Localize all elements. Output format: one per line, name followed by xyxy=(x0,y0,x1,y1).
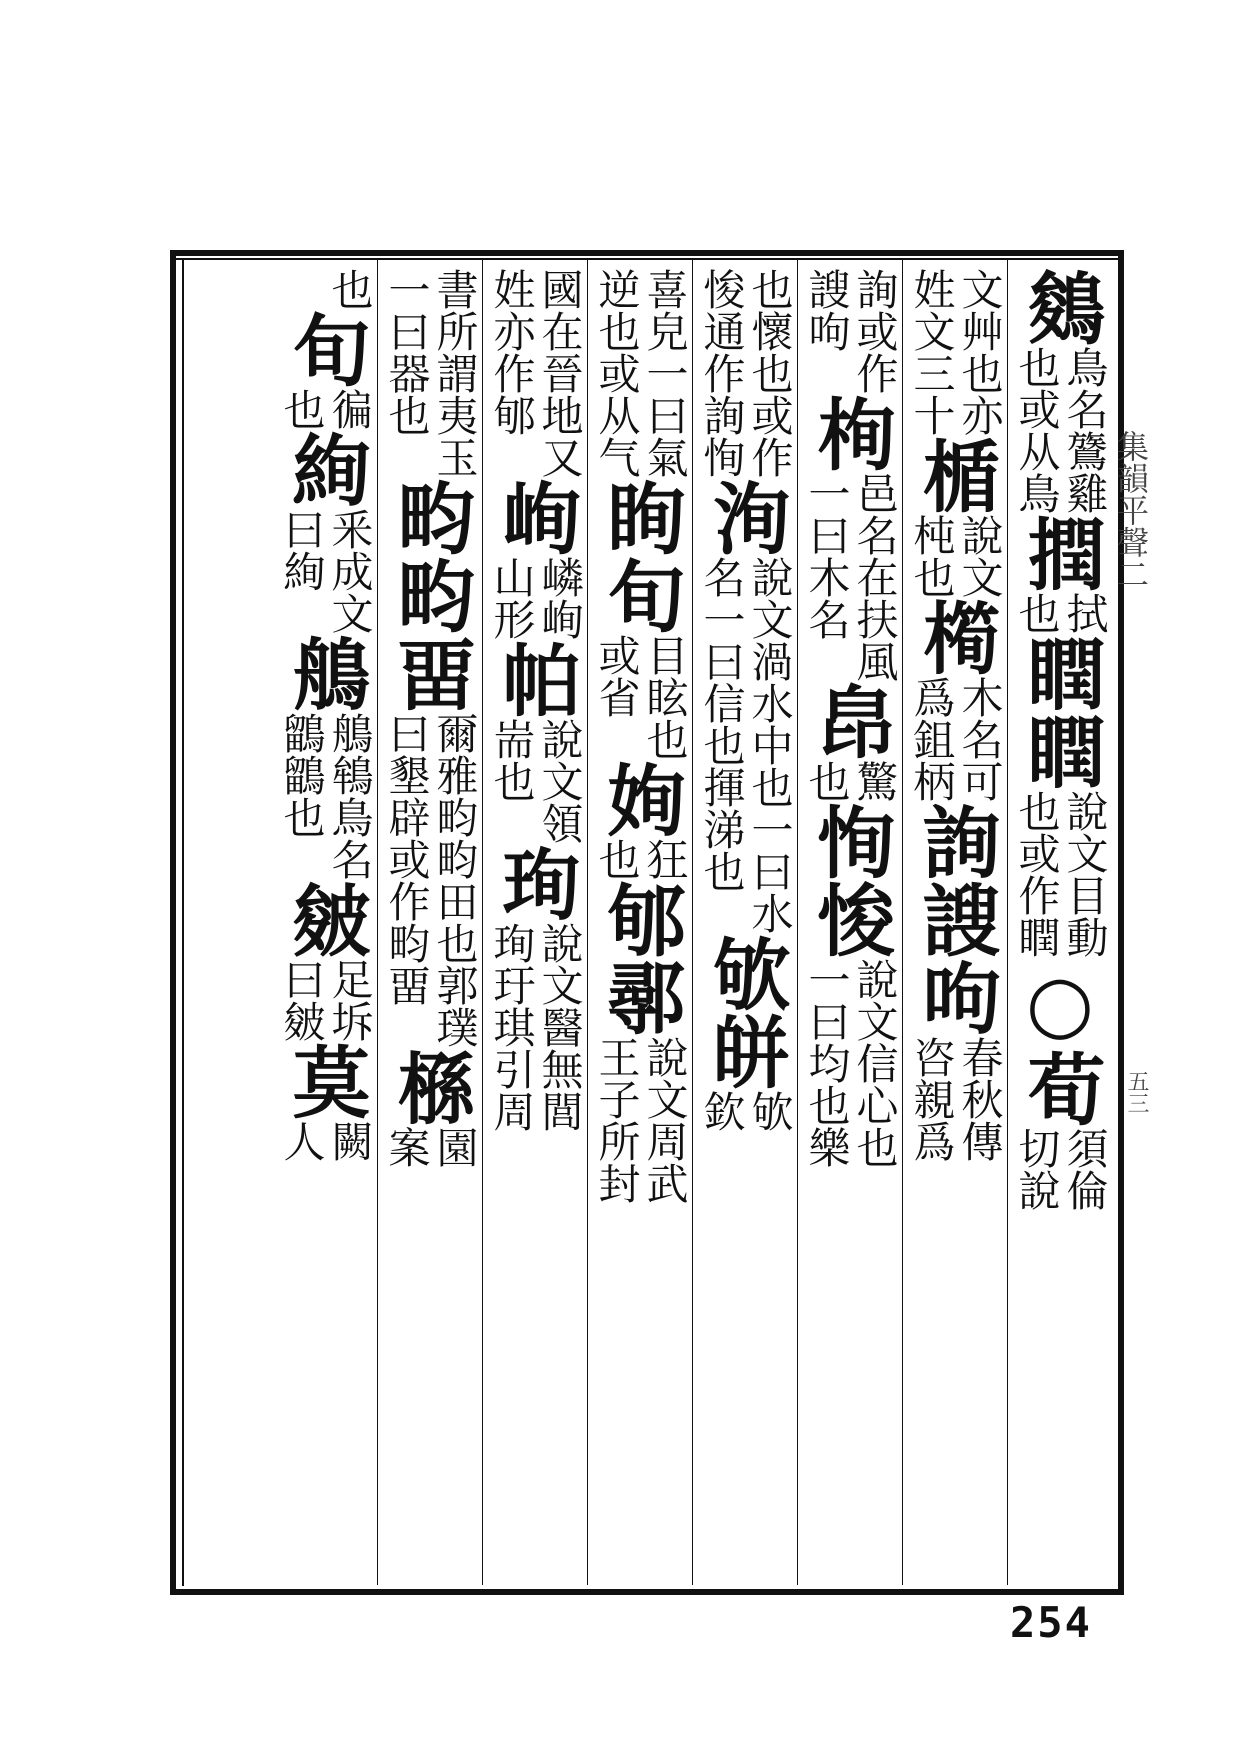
annotation-pair xyxy=(487,268,583,478)
annotation-pair xyxy=(1012,1127,1108,1211)
headword: 峋 xyxy=(489,478,581,556)
annotation-right: 狂 xyxy=(640,838,690,880)
annotation-pair xyxy=(802,472,898,682)
headword: 畇畇畱 xyxy=(384,478,476,712)
headword: 郇鄩 xyxy=(594,880,686,1036)
annotation-left: 珣玗琪引周 xyxy=(487,922,537,1132)
annotation-pair xyxy=(1012,346,1108,514)
annotation-right: 釆成文 xyxy=(325,508,375,634)
text-column xyxy=(587,268,692,1580)
column-rule xyxy=(1007,260,1008,1585)
annotation-left: 謏呴 xyxy=(802,268,852,352)
annotation-left: 也 xyxy=(802,760,852,802)
annotation-left: 咨親爲 xyxy=(907,1036,957,1162)
annotation-right: 驚 xyxy=(850,760,900,802)
annotation-pair xyxy=(907,268,1003,436)
headword: 眴旬 xyxy=(594,478,686,634)
annotation-pair xyxy=(697,268,793,478)
frame-inner-left-rule xyxy=(182,258,184,1586)
annotation-right: 也懷也或作 xyxy=(745,268,795,478)
headword: 帕 xyxy=(489,640,581,718)
column-rule xyxy=(797,260,798,1585)
annotation-left: 杶也 xyxy=(907,514,957,598)
headword: 槂 xyxy=(384,1048,476,1126)
annotation-left: 一曰木名 xyxy=(802,472,852,640)
column-rule xyxy=(482,260,483,1585)
annotation-right: 目眩也 xyxy=(640,634,690,760)
annotation-right: 木名可 xyxy=(955,676,1005,802)
annotation-left: 曰絢 xyxy=(277,508,327,592)
annotation-pair xyxy=(277,268,373,310)
annotation-left: 曰皴 xyxy=(277,958,327,1042)
annotation-right: 說文醫無閭 xyxy=(535,922,585,1132)
annotation-right: 足坼 xyxy=(325,958,375,1042)
annotation-right: 園 xyxy=(430,1126,480,1168)
annotation-right: 嶙峋 xyxy=(535,556,585,640)
annotation-pair xyxy=(1012,592,1108,634)
annotation-right: 文艸也亦 xyxy=(955,268,1005,436)
headword: 珣 xyxy=(489,844,581,922)
annotation-pair xyxy=(277,1120,373,1162)
column-rule xyxy=(587,260,588,1585)
annotation-left: 也或从鳥 xyxy=(1012,346,1062,514)
annotation-left: 切說 xyxy=(1012,1127,1062,1211)
headword: 栒 xyxy=(804,394,896,472)
annotation-left: 也 xyxy=(1012,592,1062,634)
annotation-pair xyxy=(802,268,898,394)
annotation-right: 春秋傳 xyxy=(955,1036,1005,1162)
annotation-pair xyxy=(487,718,583,844)
annotation-right: 闕 xyxy=(325,1120,375,1162)
text-column xyxy=(482,268,587,1580)
annotation-left: 悛通作詢恂 xyxy=(697,268,747,478)
annotation-left xyxy=(277,268,325,310)
annotation-pair xyxy=(277,958,373,1042)
annotation-pair xyxy=(487,556,583,640)
text-column xyxy=(902,268,1007,1580)
annotation-right: 書所謂夷玉 xyxy=(430,268,480,478)
annotation-right: 說文 xyxy=(955,514,1005,598)
headword: 詢謏呴 xyxy=(909,802,1001,1036)
headword: 皴 xyxy=(279,880,371,958)
headword: 欨皏 xyxy=(699,934,791,1090)
annotation-left: 或省 xyxy=(592,634,642,718)
annotation-right: 須倫 xyxy=(1060,1127,1110,1211)
annotation-pair xyxy=(907,514,1003,598)
annotation-pair xyxy=(907,676,1003,802)
annotation-right: 說文目動 xyxy=(1060,790,1110,958)
annotation-right: 也 xyxy=(325,268,375,310)
annotation-left: 王子所封 xyxy=(592,1036,642,1204)
annotation-left: 也 xyxy=(277,388,327,430)
annotation-pair xyxy=(592,634,688,760)
column-rule xyxy=(902,260,903,1585)
annotation-right: 喜皃一曰氣 xyxy=(640,268,690,478)
annotation-right: 說文周武 xyxy=(640,1036,690,1204)
annotation-left: 耑也 xyxy=(487,718,537,802)
column-rule xyxy=(377,260,378,1585)
headword: 鵕 xyxy=(1014,268,1106,346)
text-column xyxy=(797,268,902,1580)
annotation-pair xyxy=(1012,790,1108,958)
annotation-pair xyxy=(277,508,373,634)
annotation-left: 姓文三十 xyxy=(907,268,957,436)
headword: 撋 xyxy=(1014,514,1106,592)
text-column xyxy=(272,268,377,1580)
annotation-pair xyxy=(487,922,583,1132)
annotation-pair xyxy=(277,712,373,880)
annotation-right: 鳥名鷟雞 xyxy=(1060,346,1110,514)
annotation-pair xyxy=(802,760,898,802)
annotation-right: 說文渦水中也一曰水 xyxy=(745,556,795,934)
annotation-left: 曰墾辟或作畇畱 xyxy=(382,712,432,1006)
annotation-pair xyxy=(592,838,688,880)
annotation-left: 一曰均也樂 xyxy=(802,958,852,1168)
annotation-left: 山形 xyxy=(487,556,537,640)
headword: 楯 xyxy=(909,436,1001,514)
annotation-left: 逆也或从气 xyxy=(592,268,642,478)
annotation-left: 欽 xyxy=(697,1090,747,1132)
annotation-right: 國在晉地又 xyxy=(535,268,585,478)
headword: 姰 xyxy=(594,760,686,838)
headword: 洵 xyxy=(699,478,791,556)
annotation-pair xyxy=(907,1036,1003,1162)
annotation-left: 一曰器也 xyxy=(382,268,432,436)
annotation-pair xyxy=(802,958,898,1168)
frame-top-rule xyxy=(170,258,1123,260)
annotation-right: 拭 xyxy=(1060,592,1110,634)
annotation-pair xyxy=(382,712,478,1048)
headword: ○荀 xyxy=(1014,958,1106,1127)
annotation-left: 鶹鶹也 xyxy=(277,712,327,838)
text-column xyxy=(1007,268,1112,1580)
text-column xyxy=(377,268,482,1580)
annotation-pair xyxy=(592,1036,688,1204)
annotation-pair xyxy=(592,268,688,478)
annotation-right: 欨 xyxy=(745,1090,795,1132)
margin-title: 集韻平聲二 xyxy=(1112,430,1150,590)
annotation-right: 爾雅畇畇田也郭璞 xyxy=(430,712,480,1048)
annotation-right: 說文領 xyxy=(535,718,585,844)
annotation-left: 人 xyxy=(277,1120,327,1162)
annotation-left: 案 xyxy=(382,1126,432,1168)
annotation-left: 名一曰信也揮涕也 xyxy=(697,556,747,892)
margin-folio: 五三 xyxy=(1124,1070,1149,1114)
annotation-pair xyxy=(697,1090,793,1132)
headword: 莫 xyxy=(279,1042,371,1120)
annotation-right: 鵃鴾鳥名 xyxy=(325,712,375,880)
headword: 橁 xyxy=(909,598,1001,676)
headword: 瞤瞤 xyxy=(1014,634,1106,790)
annotation-left: 也 xyxy=(592,838,642,880)
annotation-right: 詢或作 xyxy=(850,268,900,394)
column-rule xyxy=(692,260,693,1585)
page-number: 254 xyxy=(1010,1598,1092,1647)
annotation-pair xyxy=(382,268,478,478)
text-column xyxy=(692,268,797,1580)
annotation-pair xyxy=(697,556,793,934)
annotation-left: 爲鉏柄 xyxy=(907,676,957,802)
annotation-right: 徧 xyxy=(325,388,375,430)
annotation-right: 邑名在扶風 xyxy=(850,472,900,682)
headword: 恂悛 xyxy=(804,802,896,958)
headword: 旬 xyxy=(279,310,371,388)
annotation-left: 姓亦作郇 xyxy=(487,268,537,436)
annotation-right: 說文信心也 xyxy=(850,958,900,1168)
annotation-pair xyxy=(382,1126,478,1168)
headword: 皍 xyxy=(804,682,896,760)
annotation-left: 也或作瞤 xyxy=(1012,790,1062,958)
annotation-pair xyxy=(277,388,373,430)
headword: 絢 xyxy=(279,430,371,508)
headword: 鵃 xyxy=(279,634,371,712)
